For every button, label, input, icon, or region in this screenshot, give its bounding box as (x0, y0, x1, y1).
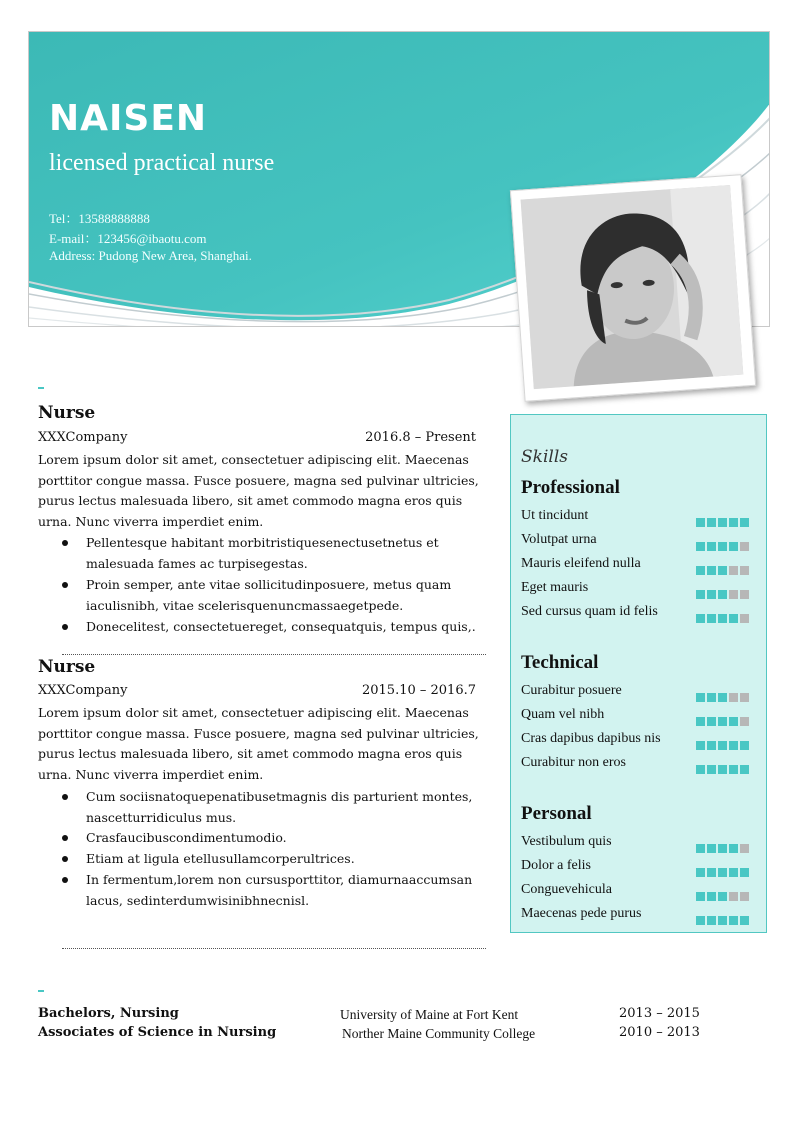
rating-square-empty (740, 566, 749, 575)
rating-square-filled (707, 916, 716, 925)
rating-square-filled (729, 868, 738, 877)
contact-email: E-mail：123456@ibaotu.com (49, 231, 207, 246)
section-marker (38, 990, 44, 992)
rating-square-empty (740, 614, 749, 623)
job-dates: 2015.10 – 2016.7 (361, 683, 476, 698)
rating-square-filled (718, 566, 727, 575)
skill-label: Eget mauris (521, 580, 589, 595)
rating-square-filled (707, 741, 716, 750)
skill-rating (696, 584, 751, 593)
rating-square-filled (718, 542, 727, 551)
education-degree: Associates of Science in Nursing (38, 1025, 277, 1040)
rating-square-filled (740, 518, 749, 527)
skill-label: Ut tincidunt (521, 508, 589, 523)
rating-square-filled (696, 518, 705, 527)
candidate-title: licensed practical nurse (49, 150, 275, 176)
rating-square-filled (707, 868, 716, 877)
rating-square-empty (740, 693, 749, 702)
rating-square-empty (729, 892, 738, 901)
rating-square-filled (729, 614, 738, 623)
skill-rating (696, 862, 751, 871)
rating-square-filled (707, 693, 716, 702)
skill-label: Curabitur posuere (521, 683, 622, 698)
job-bullet: Proin semper, ante vitae sollicitudinposuere, metus quam iaculisnibh, vitae scelerisquenuncmassaegetpede. (86, 577, 452, 613)
section-marker (38, 387, 44, 389)
job-bullet: Cum sociisnatoquepenatibusetmagnis dis parturient montes, nascetturridiculus mus. (86, 789, 473, 825)
skill-label: Dolor a felis (521, 858, 591, 873)
job-company: XXXCompany (38, 430, 128, 445)
rating-square-filled (707, 614, 716, 623)
skill-rating (696, 759, 751, 768)
rating-square-filled (718, 717, 727, 726)
skill-rating (696, 608, 751, 617)
skill-rating (696, 536, 751, 545)
rating-square-filled (696, 892, 705, 901)
skill-label: Sed cursus quam id felis (521, 604, 658, 619)
rating-square-filled (696, 693, 705, 702)
rating-square-filled (718, 590, 727, 599)
rating-square-filled (718, 614, 727, 623)
rating-square-filled (696, 566, 705, 575)
skills-heading: Skills (521, 447, 568, 467)
rating-square-filled (740, 916, 749, 925)
rating-square-filled (696, 614, 705, 623)
rating-square-filled (707, 518, 716, 527)
contact-address: Address: Pudong New Area, Shanghai. (49, 248, 252, 263)
rating-square-empty (740, 542, 749, 551)
skill-group-title: Personal (521, 803, 592, 824)
skill-group-title: Professional (521, 477, 620, 498)
skill-label: Conguevehicula (521, 882, 612, 897)
rating-square-filled (696, 590, 705, 599)
rating-square-filled (729, 717, 738, 726)
rating-square-filled (729, 844, 738, 853)
job-title: Nurse (38, 403, 96, 423)
rating-square-filled (707, 590, 716, 599)
rating-square-filled (740, 868, 749, 877)
skill-rating (696, 512, 751, 521)
bullet-icon (62, 856, 68, 862)
job-bullet: In fermentum,lorem non cursusporttitor, diamurnaaccumsan lacus, sedinterdumwisinibhnecnisl. (86, 872, 473, 908)
rating-square-filled (696, 765, 705, 774)
job-bullet: Pellentesque habitant morbitristiquesenectusetnetus et malesuada fames ac turpisegestas. (86, 535, 439, 571)
rating-square-filled (696, 717, 705, 726)
job-dates: 2016.8 – Present (365, 430, 476, 445)
rating-square-filled (707, 892, 716, 901)
skill-rating (696, 910, 751, 919)
education-school: Norther Maine Community College (342, 1026, 536, 1041)
rating-square-empty (729, 693, 738, 702)
rating-square-filled (696, 741, 705, 750)
skill-label: Maecenas pede purus (521, 906, 642, 921)
rating-square-filled (696, 844, 705, 853)
skill-group-title: Technical (521, 652, 599, 673)
rating-square-filled (718, 916, 727, 925)
rating-square-empty (740, 892, 749, 901)
job-company: XXXCompany (38, 683, 128, 698)
rating-square-filled (718, 844, 727, 853)
rating-square-filled (718, 693, 727, 702)
rating-square-filled (707, 765, 716, 774)
bullet-icon (62, 624, 68, 630)
rating-square-filled (718, 741, 727, 750)
skill-label: Curabitur non eros (521, 755, 626, 770)
rating-square-empty (740, 590, 749, 599)
rating-square-filled (729, 916, 738, 925)
skill-label: Quam vel nibh (521, 707, 605, 722)
skill-rating (696, 711, 751, 720)
job-bullet: Donecelitest, consectetuereget, consequatquis, tempus quis,. (86, 619, 476, 634)
rating-square-filled (729, 765, 738, 774)
bullet-icon (62, 877, 68, 883)
bullet-icon (62, 835, 68, 841)
rating-square-empty (729, 566, 738, 575)
rating-square-filled (729, 542, 738, 551)
rating-square-empty (740, 844, 749, 853)
rating-square-filled (740, 741, 749, 750)
rating-square-filled (718, 765, 727, 774)
job-bullet: Crasfaucibuscondimentumodio. (86, 830, 287, 845)
rating-square-filled (696, 916, 705, 925)
skill-rating (696, 886, 751, 895)
rating-square-filled (707, 717, 716, 726)
profile-photo-frame (510, 174, 756, 402)
skill-label: Cras dapibus dapibus nis (521, 731, 661, 746)
candidate-name: NAISEN (49, 98, 208, 139)
rating-square-filled (718, 868, 727, 877)
rating-square-filled (707, 566, 716, 575)
rating-square-filled (729, 741, 738, 750)
rating-square-empty (729, 590, 738, 599)
section-divider (62, 654, 486, 655)
rating-square-filled (718, 518, 727, 527)
contact-phone: Tel：13588888888 (49, 211, 150, 226)
education-school: University of Maine at Fort Kent (340, 1007, 519, 1022)
rating-square-filled (696, 868, 705, 877)
skill-rating (696, 687, 751, 696)
job-description: Lorem ipsum dolor sit amet, consectetuer adipiscing elit. Maecenas porttitor congue massa. Fusce posuere, magna sed pulvinar ultricies, purus lectus malesuada libero, sit amet commodo magna eros quis urna. Nunc viverra imperdiet enim. (38, 452, 479, 530)
job-description: Lorem ipsum dolor sit amet, consectetuer adipiscing elit. Maecenas porttitor congue massa. Fusce posuere, magna sed pulvinar ultricies, purus lectus malesuada libero, sit amet commodo magna eros quis urna. Nunc viverra imperdiet enim. (38, 705, 479, 783)
rating-square-filled (718, 892, 727, 901)
rating-square-filled (707, 542, 716, 551)
skill-rating (696, 838, 751, 847)
rating-square-filled (740, 765, 749, 774)
education-years: 2013 – 2015 (619, 1006, 700, 1021)
job-bullet: Etiam at ligula etellusullamcorperultrices. (86, 851, 355, 866)
education-degree: Bachelors, Nursing (38, 1006, 179, 1021)
profile-photo (521, 185, 744, 389)
rating-square-filled (707, 844, 716, 853)
rating-square-filled (696, 542, 705, 551)
skill-rating (696, 735, 751, 744)
skill-rating (696, 560, 751, 569)
bullet-icon (62, 540, 68, 546)
skills-panel (510, 414, 767, 933)
bullet-icon (62, 794, 68, 800)
skill-label: Vestibulum quis (521, 834, 612, 849)
education-years: 2010 – 2013 (619, 1025, 700, 1040)
job-title: Nurse (38, 657, 96, 677)
bullet-icon (62, 582, 68, 588)
rating-square-empty (740, 717, 749, 726)
section-divider (62, 948, 486, 949)
skill-label: Volutpat urna (521, 532, 597, 547)
rating-square-filled (729, 518, 738, 527)
skill-label: Mauris eleifend nulla (521, 556, 641, 571)
